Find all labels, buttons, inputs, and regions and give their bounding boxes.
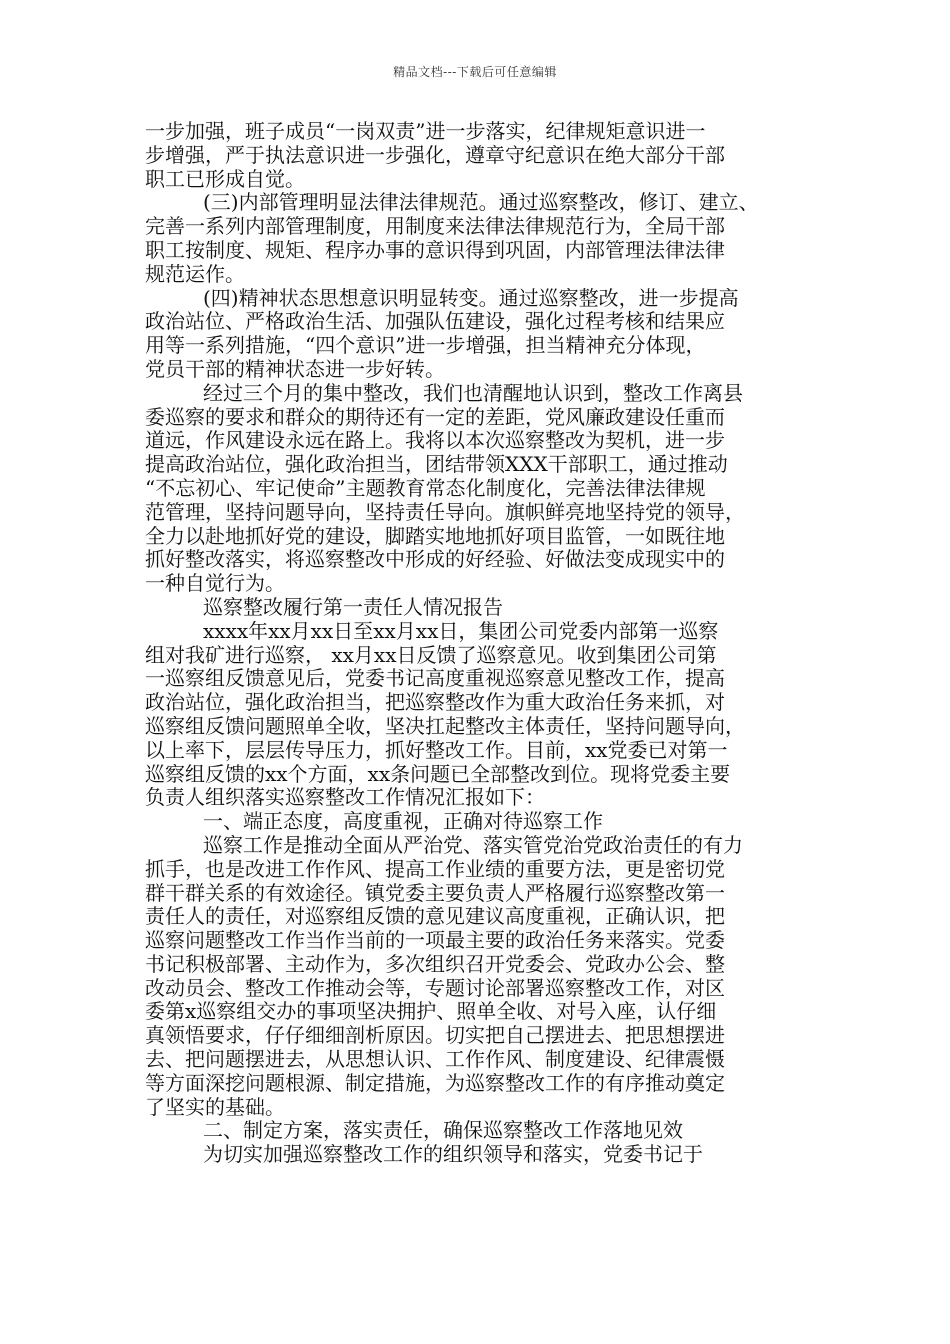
text-line: 群干群关系的有效途径。镇党委主要负责人严格履行巡察整改第一 (145, 881, 725, 905)
text-line: 职工已形成自觉。 (145, 167, 305, 191)
document-body (145, 120, 810, 1167)
text-line: 全力以赴地抓好党的建设，脚踏实地地抓好项目监管，一如既往地 (145, 524, 725, 548)
text-line: 抓手，也是改进工作作风、提高工作业绩的重要方法，更是密切党 (145, 857, 725, 881)
text-line: 道远，作风建设永远在路上。我将以本次巡察整改为契机，进一步 (145, 429, 725, 453)
page-header: 精品文档---下载后可任意编辑 (393, 65, 557, 79)
text-line: 一步加强，班子成员“一岗双责”进一步落实，纪律规矩意识进一 (145, 120, 706, 143)
text-line: 完善一系列内部管理制度，用制度来法律法律规范行为，全局干部 (145, 215, 725, 239)
text-line: 书记积极部署、主动作为，多次组织召开党委会、党政办公会、整 (145, 952, 725, 976)
text-line: 政治站位、严格政治生活、加强队伍建设，强化过程考核和结果应 (145, 310, 725, 334)
text-line: 抓好整改落实，将巡察整改中形成的好经验、好做法变成现实中的 (145, 548, 725, 572)
text-line: 二、制定方案，落实责任，确保巡察整改工作落地见效 (203, 1119, 683, 1143)
text-line: 用等一系列措施，“四个意识”进一步增强，担当精神充分体现， (145, 334, 706, 358)
text-line: 以上率下，层层传导压力，抓好整改工作。目前，xx党委已对第一 (145, 738, 728, 762)
text-line: 党员干部的精神状态进一步好转。 (145, 357, 445, 381)
text-line: 组对我矿进行巡察， xx月xx日反馈了巡察意见。收到集团公司第 (145, 643, 717, 667)
text-line: 职工按制度、规矩、程序办事的意识得到巩固，内部管理法律法律 (145, 238, 725, 262)
text-line: 政治站位，强化政治担当，把巡察整改作为重大政治任务来抓，对 (145, 691, 725, 715)
text-line: 步增强，严于执法意识进一步强化，遵章守纪意识在绝大部分干部 (145, 143, 725, 167)
text-line: (四)精神状态思想意识明显转变。通过巡察整改，进一步提高 (203, 286, 739, 310)
text-line: 负责人组织落实巡察整改工作情况汇报如下： (145, 786, 545, 810)
text-line: 一种自觉行为。 (145, 572, 285, 596)
text-line: 经过三个月的集中整改，我们也清醒地认识到，整改工作离县 (203, 381, 743, 405)
text-line: 为切实加强巡察整改工作的组织领导和落实，党委书记于 (203, 1143, 703, 1167)
text-line: 规范运作。 (145, 262, 245, 286)
text-line: 一、端正态度，高度重视，正确对待巡察工作 (203, 810, 603, 834)
text-line: “不忘初心、牢记使命”主题教育常态化制度化，完善法律法律规 (145, 476, 706, 500)
text-line: 巡察工作是推动全面从严治党、落实管党治党政治责任的有力 (203, 833, 743, 857)
text-line: 巡察组反馈问题照单全收，坚决扛起整改主体责任，坚持问题导向， (145, 714, 745, 738)
text-line: 巡察整改履行第一责任人情况报告 (203, 595, 503, 619)
text-line: 了坚实的基础。 (145, 1095, 285, 1119)
text-line: 委巡察的要求和群众的期待还有一定的差距，党风廉政建设任重而 (145, 405, 725, 429)
text-line: (三)内部管理明显法律法律规范。通过巡察整改，修订、建立、 (203, 191, 759, 215)
text-line: 委第x巡察组交办的事项坚决拥护、照单全收、对号入座，认仔细 (145, 1000, 717, 1024)
text-line: 范管理，坚持问题导向，坚持责任导向。旗帜鲜亮地坚持党的领导， (145, 500, 745, 524)
text-line: 改动员会、整改工作推动会等，专题讨论部署巡察整改工作，对区 (145, 976, 725, 1000)
text-line: 真领悟要求，仔仔细细剖析原因。切实把自己摆进去、把思想摆进 (145, 1024, 725, 1048)
text-line: 等方面深挖问题根源、制定措施，为巡察整改工作的有序推动奠定 (145, 1071, 725, 1095)
text-line: 提高政治站位，强化政治担当，团结带领XXX干部职工，通过推动 (145, 453, 728, 477)
text-line: xxxx年xx月xx日至xx月xx日，集团公司党委内部第一巡察 (203, 619, 719, 643)
text-line: 去、把问题摆进去，从思想认识、工作作风、制度建设、纪律震慑 (145, 1048, 725, 1072)
text-line: 一巡察组反馈意见后，党委书记高度重视巡察意见整改工作，提高 (145, 667, 725, 691)
text-line: 责任人的责任，对巡察组反馈的意见建议高度重视，正确认识，把 (145, 905, 725, 929)
text-line: 巡察组反馈的xx个方面，xx条问题已全部整改到位。现将党委主要 (145, 762, 731, 786)
text-line: 巡察问题整改工作当作当前的一项最主要的政治任务来落实。党委 (145, 929, 725, 953)
